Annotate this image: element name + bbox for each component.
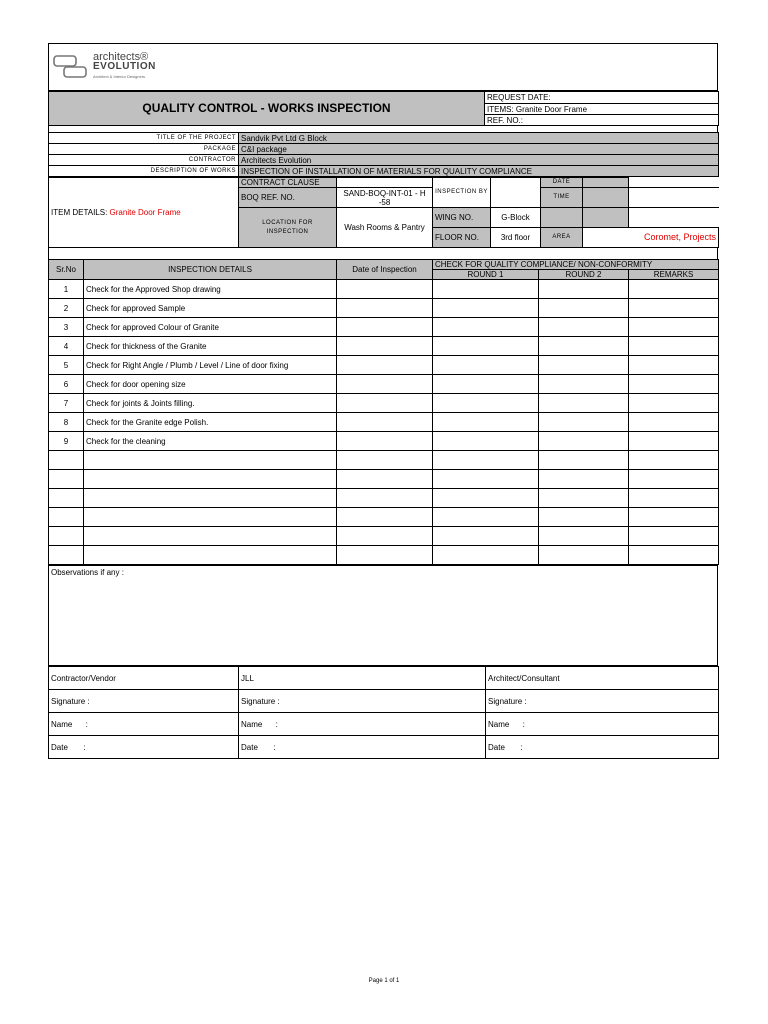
table-row: [49, 375, 719, 394]
row-round1-cell: [433, 375, 539, 394]
row-srno-cell: [49, 489, 84, 508]
row-round2-cell: [539, 280, 629, 299]
row-round1-cell: [433, 299, 539, 318]
row-srno-cell: [49, 451, 84, 470]
row-remarks-cell: [629, 299, 719, 318]
row-round1-cell: [433, 508, 539, 527]
observations-table: [48, 565, 718, 666]
company-logo: [51, 52, 715, 82]
wing-extra-2: [583, 208, 629, 228]
row-remarks-cell: [629, 451, 719, 470]
row-round1-cell: [433, 337, 539, 356]
project-title-value: Sandvik Pvt Ltd G Block: [239, 133, 719, 144]
row-detail: Check for the Approved Shop drawing: [84, 280, 337, 299]
col-remarks: REMARKS: [629, 270, 719, 280]
row-remarks-cell: [629, 508, 719, 527]
table-row: [49, 451, 719, 470]
request-date-label: REQUEST DATE:: [485, 92, 719, 104]
row-round1-cell: [433, 489, 539, 508]
row-remarks-cell: [629, 375, 719, 394]
row-round1-cell: [433, 432, 539, 451]
row-round1-cell: [433, 546, 539, 565]
row-round1-cell: [433, 356, 539, 375]
row-date-cell: [337, 375, 433, 394]
package-label: PACKAGE: [49, 144, 239, 155]
wing-value: G-Block: [491, 208, 541, 228]
item-details-cell: [49, 178, 239, 248]
item-details-table: [48, 177, 719, 248]
date-blank: [629, 178, 719, 188]
row-date-cell: [337, 432, 433, 451]
location-value: Wash Rooms & Pantry: [337, 208, 433, 248]
row-detail: Check for approved Colour of Granite: [84, 318, 337, 337]
wing-label: WING NO.: [433, 208, 491, 228]
logo-mark-icon: [53, 54, 87, 80]
row-srno: 6: [49, 375, 84, 394]
row-srno: 4: [49, 337, 84, 356]
row-remarks-cell: [629, 318, 719, 337]
col-details: INSPECTION DETAILS: [84, 260, 337, 280]
table-row: [49, 527, 719, 546]
architect-name: Name :: [486, 713, 719, 736]
wing-blank: [629, 208, 719, 228]
row-date-cell: [337, 280, 433, 299]
row-round2-cell: [539, 546, 629, 565]
contract-clause-label: CONTRACT CLAUSE: [239, 178, 337, 188]
logo-table: [48, 43, 718, 91]
row-detail: Check for door opening size: [84, 375, 337, 394]
jll-date: Date :: [239, 736, 486, 759]
jll-name: Name :: [239, 713, 486, 736]
row-srno-cell: [49, 508, 84, 527]
row-detail: Check for the Granite edge Polish.: [84, 413, 337, 432]
table-row: [49, 432, 719, 451]
row-detail: Check for joints & Joints filling.: [84, 394, 337, 413]
row-remarks-cell: [629, 489, 719, 508]
row-round1-cell: [433, 280, 539, 299]
time-blank: [629, 188, 719, 208]
contractor-value: Architects Evolution: [239, 155, 719, 166]
checklist-table: [48, 259, 719, 565]
row-date-cell: [337, 356, 433, 375]
architect-date: Date :: [486, 736, 719, 759]
row-details-cell: [84, 489, 337, 508]
row-detail: Check for thickness of the Granite: [84, 337, 337, 356]
row-remarks-cell: [629, 546, 719, 565]
row-round2-cell: [539, 318, 629, 337]
row-detail: Check for the cleaning: [84, 432, 337, 451]
location-label: LOCATION FOR INSPECTION: [239, 208, 337, 248]
row-detail: Check for Right Angle / Plumb / Level / Line of door fixing: [84, 356, 337, 375]
checklist-body: [49, 280, 719, 565]
row-remarks-cell: [629, 394, 719, 413]
project-info-table: [48, 132, 719, 177]
col-date: Date of Inspection: [337, 260, 433, 280]
observations-label: Observations if any :: [49, 566, 718, 666]
row-date-cell: [337, 337, 433, 356]
inspection-form: [48, 43, 718, 759]
row-detail: Check for approved Sample: [84, 299, 337, 318]
table-row: [49, 489, 719, 508]
logo-cell: [49, 44, 718, 91]
table-row: [49, 337, 719, 356]
row-round2-cell: [539, 375, 629, 394]
signoff-architect-heading: Architect/Consultant: [486, 667, 719, 690]
row-remarks-cell: [629, 356, 719, 375]
row-remarks-cell: [629, 470, 719, 489]
row-srno-cell: [49, 470, 84, 489]
row-round2-cell: [539, 299, 629, 318]
row-round2-cell: [539, 413, 629, 432]
row-remarks-cell: [629, 432, 719, 451]
col-srno: Sr.No: [49, 260, 84, 280]
row-date-cell: [337, 470, 433, 489]
item-details-label: ITEM DETAILS:: [51, 208, 108, 217]
contractor-date: Date :: [49, 736, 239, 759]
table-row: [49, 299, 719, 318]
row-details-cell: [84, 451, 337, 470]
row-date-cell: [337, 451, 433, 470]
col-compliance: CHECK FOR QUALITY COMPLIANCE/ NON-CONFORMITY: [433, 260, 719, 270]
row-date-cell: [337, 546, 433, 565]
row-srno: 7: [49, 394, 84, 413]
row-round1-cell: [433, 527, 539, 546]
row-round2-cell: [539, 394, 629, 413]
package-value: C&I package: [239, 144, 719, 155]
row-date-cell: [337, 318, 433, 337]
row-srno: 5: [49, 356, 84, 375]
row-date-cell: [337, 394, 433, 413]
items-label: ITEMS: Granite Door Frame: [485, 104, 719, 115]
boq-ref-label: BOQ REF. NO.: [239, 188, 337, 208]
jll-signature: Signature :: [239, 690, 486, 713]
row-details-cell: [84, 546, 337, 565]
contractor-label: CONTRACTOR: [49, 155, 239, 166]
col-round2: ROUND 2: [539, 270, 629, 280]
architect-signature: Signature :: [486, 690, 719, 713]
boq-ref-value: SAND-BOQ-INT-01 - H -58: [337, 188, 433, 208]
row-srno: 1: [49, 280, 84, 299]
row-srno: 9: [49, 432, 84, 451]
table-row: [49, 280, 719, 299]
col-round1: ROUND 1: [433, 270, 539, 280]
date-value: [583, 178, 629, 188]
table-row: [49, 546, 719, 565]
row-details-cell: [84, 508, 337, 527]
logo-tagline: Architect & Interior Designers: [93, 74, 146, 79]
logo-brand-line1: architects®: [93, 51, 149, 63]
table-row: [49, 394, 719, 413]
row-srno: 8: [49, 413, 84, 432]
row-round1-cell: [433, 394, 539, 413]
table-row: [49, 356, 719, 375]
row-date-cell: [337, 508, 433, 527]
row-details-cell: [84, 527, 337, 546]
row-round2-cell: [539, 356, 629, 375]
title-table: [48, 91, 719, 126]
inspection-by-label: INSPECTION BY: [433, 178, 491, 208]
signoff-table: [48, 666, 719, 759]
row-round2-cell: [539, 489, 629, 508]
description-value: INSPECTION OF INSTALLATION OF MATERIALS FOR QUALITY COMPLIANCE: [239, 166, 719, 177]
area-label: AREA: [541, 228, 583, 248]
row-remarks-cell: [629, 527, 719, 546]
row-date-cell: [337, 527, 433, 546]
row-round1-cell: [433, 451, 539, 470]
table-row: [49, 318, 719, 337]
row-remarks-cell: [629, 280, 719, 299]
inspection-by-value: [491, 178, 541, 208]
wing-extra: [541, 208, 583, 228]
row-srno: 3: [49, 318, 84, 337]
project-title-label: TITLE OF THE PROJECT: [49, 133, 239, 144]
time-value: [583, 188, 629, 208]
floor-value: 3rd floor: [491, 228, 541, 248]
row-round2-cell: [539, 508, 629, 527]
page-title: QUALITY CONTROL - WORKS INSPECTION: [49, 92, 485, 126]
row-round1-cell: [433, 318, 539, 337]
date-label: DATE: [541, 178, 583, 188]
contractor-name: Name :: [49, 713, 239, 736]
table-row: [49, 470, 719, 489]
row-srno-cell: [49, 546, 84, 565]
row-round1-cell: [433, 413, 539, 432]
item-details-value: Granite Door Frame: [109, 208, 181, 217]
row-date-cell: [337, 299, 433, 318]
row-date-cell: [337, 489, 433, 508]
table-row: [49, 413, 719, 432]
description-label: DESCRIPTION OF WORKS: [49, 166, 239, 177]
row-round2-cell: [539, 470, 629, 489]
row-round2-cell: [539, 527, 629, 546]
area-value: Coromet, Projects: [583, 228, 719, 248]
row-remarks-cell: [629, 413, 719, 432]
logo-brand-line2: EVOLUTION: [93, 61, 156, 72]
floor-label: FLOOR NO.: [433, 228, 491, 248]
table-row: [49, 508, 719, 527]
row-round2-cell: [539, 337, 629, 356]
page-number: Page 1 of 1: [368, 978, 400, 984]
spacer-table-2: [48, 248, 718, 259]
row-round2-cell: [539, 432, 629, 451]
signoff-jll-heading: JLL: [239, 667, 486, 690]
row-date-cell: [337, 413, 433, 432]
row-srno: 2: [49, 299, 84, 318]
row-details-cell: [84, 470, 337, 489]
signoff-contractor-heading: Contractor/Vendor: [49, 667, 239, 690]
contract-clause-value: [337, 178, 433, 188]
time-label: TIME: [541, 188, 583, 208]
row-round1-cell: [433, 470, 539, 489]
contractor-signature: Signature :: [49, 690, 239, 713]
ref-no-label: REF. NO.:: [485, 115, 719, 126]
row-srno-cell: [49, 527, 84, 546]
row-remarks-cell: [629, 337, 719, 356]
row-round2-cell: [539, 451, 629, 470]
